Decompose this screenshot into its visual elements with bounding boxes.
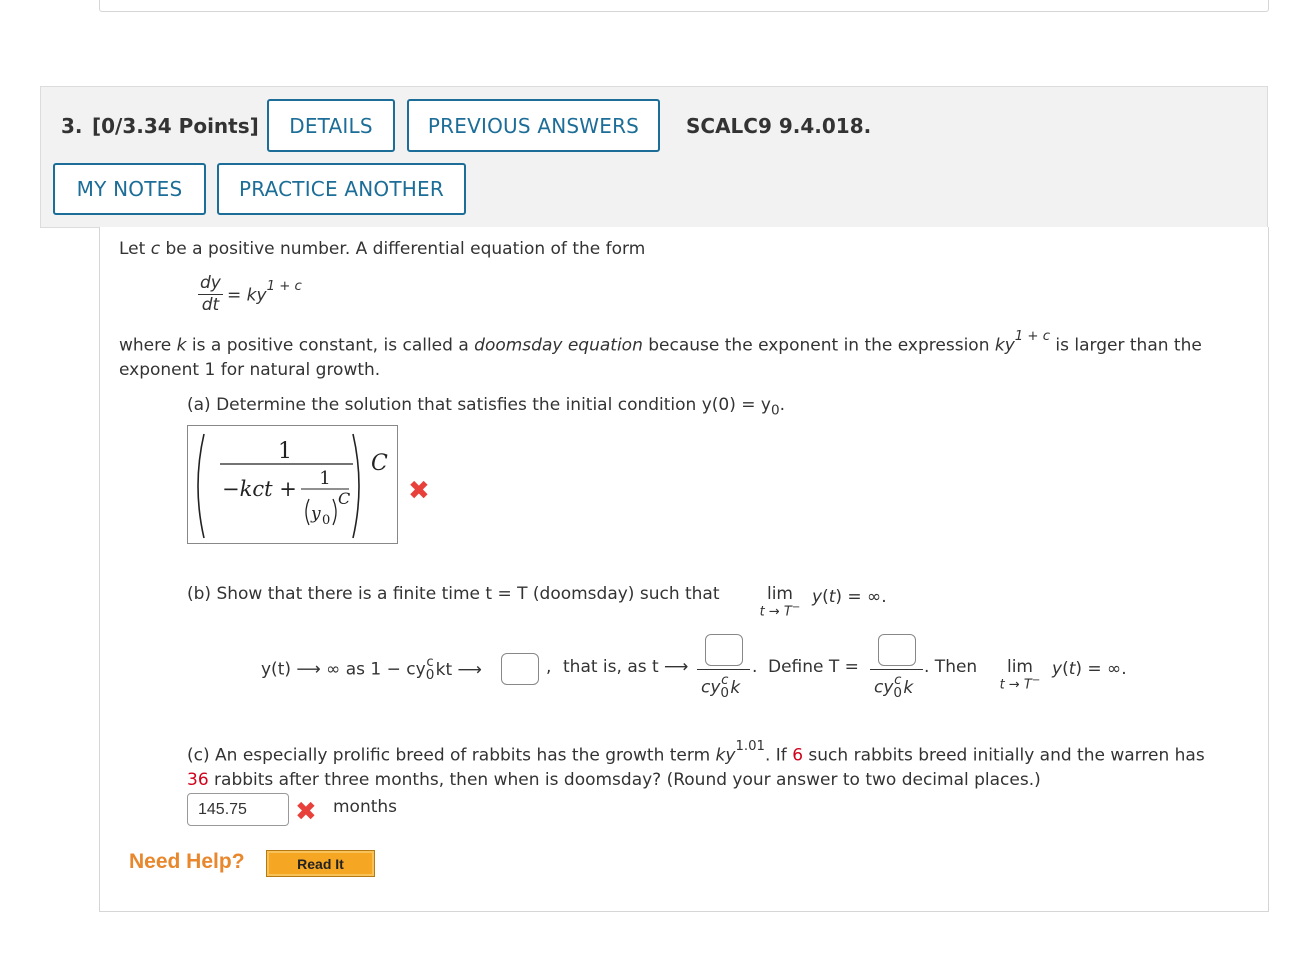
details-button[interactable]: DETAILS — [267, 99, 395, 152]
part-b-prompt: (b) Show that there is a finite time t = T (doomsday) such that — [187, 584, 720, 604]
answer-outer-exponent: C — [371, 451, 388, 476]
x-mark-icon: ✖ — [408, 476, 430, 506]
need-help-label: Need Help? — [129, 850, 245, 873]
intro-line-2: where k is a positive constant, is called a doomsday equation because the exponent in the expression $ky^{1 + c}$ is larger than the — [119, 329, 1202, 356]
limit-operator: lim t → T− — [759, 584, 801, 620]
part-a-answer-box[interactable] — [187, 425, 398, 544]
previous-question-panel — [99, 0, 1269, 12]
answer-y0-subscript: 0 — [322, 513, 331, 528]
part-c-line-1: (c) An especially prolific breed of rabbits has the growth term $ky^{1.01}$. If 6 such rabbits breed initially and the warren has — [187, 739, 1205, 766]
blank-input-2[interactable] — [705, 634, 743, 666]
part-b-comma: , — [546, 657, 552, 677]
intro-line-1: Let c be a positive number. A differential equation of the form — [119, 239, 646, 259]
limit-expression-2: y(t) = ∞. — [1052, 659, 1127, 679]
part-c-line-2: 36 rabbits after three months, then when is doomsday? (Round your answer to two decimal places.) — [187, 770, 1041, 790]
answer-inner-exponent: C — [338, 489, 351, 508]
read-it-button[interactable]: Read It — [266, 850, 375, 877]
fraction-bar-2 — [870, 669, 923, 670]
limit-operator-2: lim t → T− — [999, 657, 1041, 693]
question-code: SCALC9 9.4.018. — [686, 114, 872, 138]
answer-numerator: 1 — [278, 439, 292, 464]
part-b-dot: . — [752, 657, 758, 677]
blank-input-1[interactable] — [501, 653, 539, 685]
fraction-denominator-1: $cy_0^c$ k — [701, 673, 741, 702]
x-mark-icon: ✖ — [295, 797, 317, 827]
part-a-answer-math — [188, 426, 399, 545]
answer-kct-term: −kct + — [222, 477, 297, 501]
doomsday-equation-rhs: = $ky^{1 + c}$ — [227, 279, 302, 306]
doomsday-answer-input[interactable]: 145.75 — [187, 793, 289, 826]
part-a-prompt: (a) Determine the solution that satisfies the initial condition $y(0) = y_0$. — [187, 395, 786, 419]
part-b-define: Define T = — [768, 657, 859, 677]
part-b-that-is: that is, as t ⟶ — [563, 657, 689, 677]
months-unit: months — [333, 797, 398, 817]
question-points: [0/3.34 Points] — [92, 114, 259, 138]
previous-answers-button[interactable]: PREVIOUS ANSWERS — [407, 99, 660, 152]
dy-dt-fraction: $\frac{dy}{dt}$ — [200, 273, 221, 315]
blank-input-3[interactable] — [878, 634, 916, 666]
limit-expression: y(t) = ∞. — [812, 587, 887, 607]
part-b-then: . Then — [924, 657, 978, 677]
question-number: 3. — [61, 114, 83, 138]
answer-y0: y — [311, 504, 321, 524]
fraction-denominator-2: $cy_0^c$ k — [874, 673, 914, 702]
part-b-line-2: y(t) ⟶ ∞ as $1 - cy_0^c$ kt ⟶ — [261, 655, 482, 684]
answer-inner-numerator: 1 — [319, 468, 331, 489]
my-notes-button[interactable]: MY NOTES — [53, 163, 206, 215]
practice-another-button[interactable]: PRACTICE ANOTHER — [217, 163, 466, 215]
fraction-bar-1 — [697, 669, 750, 670]
intro-line-3: exponent 1 for natural growth. — [119, 360, 381, 380]
